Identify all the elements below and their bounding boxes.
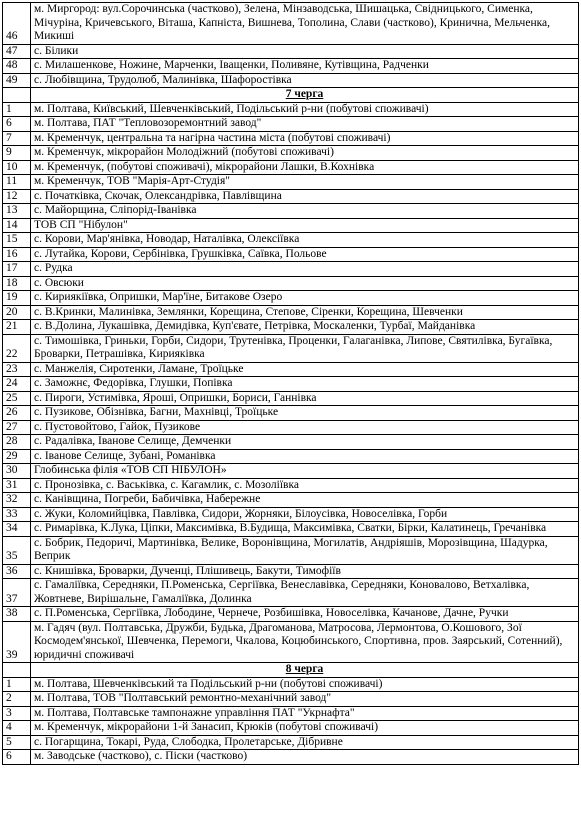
row-number: 6	[3, 750, 31, 765]
row-number: 18	[3, 276, 31, 291]
settlement-list: с. В.Кринки, Малинівка, Землянки, Корещина, Степове, Сіренки, Корещина, Шевченки	[31, 305, 579, 320]
row-number	[3, 663, 31, 678]
settlement-list: ТОВ СП "Нібулон"	[31, 218, 579, 233]
row-number: 39	[3, 621, 31, 663]
settlement-list: с. Любівщина, Трудолюб, Малинівка, Шафоростівка	[31, 73, 579, 88]
row-number: 10	[3, 160, 31, 175]
settlement-list: м. Кременчук, центральна та нагірна частина міста (побутові споживачі)	[31, 131, 579, 146]
table-row	[3, 247, 579, 262]
settlement-list: с. Погарщина, Токарі, Руда, Слободка, Пролетарське, Дібривне	[31, 735, 579, 750]
table-row	[3, 334, 579, 362]
settlement-list: с. Тимошівка, Гриньки, Горби, Сидори, Трутенівка, Проценки, Галаганівка, Липове, Святилівка, Бугаївка, Броварки, Петрашівка, Кирияківка	[31, 334, 579, 362]
row-number: 23	[3, 362, 31, 377]
table-row	[3, 536, 579, 564]
row-number: 27	[3, 420, 31, 435]
settlement-list: Глобинська філія «ТОВ СП НІБУЛОН»	[31, 464, 579, 479]
settlement-list: с. Білики	[31, 44, 579, 59]
row-number: 17	[3, 262, 31, 277]
table-row	[3, 449, 579, 464]
row-number: 31	[3, 478, 31, 493]
table-row	[3, 464, 579, 479]
table-row	[3, 507, 579, 522]
settlement-list: м. Миргород: вул.Сорочинська (частково), Зелена, Мінзаводська, Шишацька, Свідницького, Сименка, Мічуріна, Кричевського, Віташа, Капніста, Вишнева, Тополина, Слави (частково), Кринична, Мельченка, Микиші	[31, 3, 579, 45]
row-number: 13	[3, 204, 31, 219]
schedule-table-body	[3, 3, 579, 765]
settlement-list: м. Полтава, Полтавське тампонажне управління ПАТ "Укрнафта"	[31, 706, 579, 721]
table-row	[3, 692, 579, 707]
queue-header-row	[3, 663, 579, 678]
row-number: 4	[3, 721, 31, 736]
table-row	[3, 59, 579, 74]
settlement-list: с. Початківка, Скочак, Олександрівка, Павлівщина	[31, 189, 579, 204]
table-row	[3, 44, 579, 59]
settlement-list: с. Канівщина, Погреби, Бабичівка, Набережне	[31, 493, 579, 508]
table-row	[3, 579, 579, 607]
row-number: 32	[3, 493, 31, 508]
settlement-list: с. Римарівка, К.Лука, Ціпки, Максимівка, В.Будища, Максимівка, Сватки, Бірки, Калатинець, Гречанівка	[31, 522, 579, 537]
settlement-list: с. Іванове Селище, Зубані, Романівка	[31, 449, 579, 464]
row-number: 25	[3, 391, 31, 406]
table-row	[3, 735, 579, 750]
row-number: 21	[3, 320, 31, 335]
schedule-table	[2, 2, 579, 765]
table-row	[3, 305, 579, 320]
row-number: 24	[3, 377, 31, 392]
table-row	[3, 391, 579, 406]
settlement-list: с. Бобрик, Педоричі, Мартинівка, Велике, Воронівщина, Могилатів, Андріяшів, Морозівщина, Шадурка, Веприк	[31, 536, 579, 564]
row-number: 16	[3, 247, 31, 262]
settlement-list: м. Кременчук, ТОВ "Марія-Арт-Студія"	[31, 175, 579, 190]
table-row	[3, 677, 579, 692]
row-number: 15	[3, 233, 31, 248]
row-number: 35	[3, 536, 31, 564]
table-row	[3, 320, 579, 335]
table-row	[3, 117, 579, 132]
settlement-list: м. Полтава, Шевченківський та Подільський р-ни (побутові споживачі)	[31, 677, 579, 692]
row-number: 1	[3, 677, 31, 692]
settlement-list: с. Жуки, Коломийцівка, Павлівка, Сидори, Жорняки, Білоусівка, Новоселівка, Горби	[31, 507, 579, 522]
settlement-list: с. Манжелія, Сиротенки, Ламане, Троїцьке	[31, 362, 579, 377]
table-row	[3, 204, 579, 219]
settlement-list: с. Пузикове, Обізнівка, Багни, Махнівці, Троїцьке	[31, 406, 579, 421]
settlement-list: м. Полтава, ТОВ "Полтавський ремонтно-механічний завод"	[31, 692, 579, 707]
table-row	[3, 750, 579, 765]
table-row	[3, 493, 579, 508]
settlement-list: с. Лутайка, Корови, Сербінівка, Грушківка, Саївка, Польове	[31, 247, 579, 262]
row-number: 2	[3, 692, 31, 707]
table-row	[3, 218, 579, 233]
settlement-list: м. Кременчук, мікрорайони 1-й Занасип, Крюків (побутові споживачі)	[31, 721, 579, 736]
row-number: 48	[3, 59, 31, 74]
settlement-list: с. Гамаліївка, Середняки, П.Роменська, Сергіївка, Венеславівка, Середняки, Коновалово, Ветхалівка, Жовтневе, Вирішальне, Гамаліївка, Долинка	[31, 579, 579, 607]
table-row	[3, 146, 579, 161]
table-row	[3, 131, 579, 146]
row-number: 9	[3, 146, 31, 161]
table-row	[3, 233, 579, 248]
row-number: 30	[3, 464, 31, 479]
table-row	[3, 607, 579, 622]
row-number: 5	[3, 735, 31, 750]
settlement-list: м. Гадяч (вул. Полтавська, Дружби, Будька, Драгоманова, Матросова, Лермонтова, О.Кошового, Зої Космодем'янської, Шевченка, Перемоги, Чкалова, Коцюбинського, Спортивна, пров. Заярський, Сотенний), юридичні споживачі	[31, 621, 579, 663]
settlement-list: с. Пироги, Устимівка, Яроші, Опришки, Бориси, Ганнівка	[31, 391, 579, 406]
settlement-list: с. Милашенкове, Ножине, Марченки, Іващенки, Поливяне, Кутівщина, Радченки	[31, 59, 579, 74]
row-number: 36	[3, 564, 31, 579]
settlement-list: с. В.Долина, Лукашівка, Демидівка, Куп'євате, Петрівка, Москаленки, Турбаї, Майданівка	[31, 320, 579, 335]
table-row	[3, 478, 579, 493]
table-row	[3, 420, 579, 435]
settlement-list: с. Майорщина, Сліпорід-Іванівка	[31, 204, 579, 219]
settlement-list: с. П.Роменська, Сергіївка, Лободине, Чернече, Розбишівка, Новоселівка, Качанове, Дачне, Ручки	[31, 607, 579, 622]
table-row	[3, 262, 579, 277]
table-row	[3, 291, 579, 306]
table-row	[3, 362, 579, 377]
queue-header-row	[3, 88, 579, 103]
table-row	[3, 721, 579, 736]
table-row	[3, 175, 579, 190]
settlement-list: м. Кременчук, (побутові споживачі), мікрорайони Лашки, В.Кохнівка	[31, 160, 579, 175]
settlement-list: с. Радалівка, Іванове Селище, Демченки	[31, 435, 579, 450]
table-row	[3, 377, 579, 392]
table-row	[3, 3, 579, 45]
settlement-list: м. Полтава, ПАТ "Тепловозоремонтний завод"	[31, 117, 579, 132]
table-row	[3, 189, 579, 204]
table-row	[3, 564, 579, 579]
row-number: 34	[3, 522, 31, 537]
settlement-list: с. Заможнє, Федорівка, Глушки, Попівка	[31, 377, 579, 392]
row-number: 6	[3, 117, 31, 132]
settlement-list: м. Заводське (частково), с. Піски (частково)	[31, 750, 579, 765]
table-row	[3, 435, 579, 450]
row-number: 33	[3, 507, 31, 522]
row-number: 28	[3, 435, 31, 450]
row-number: 49	[3, 73, 31, 88]
table-row	[3, 102, 579, 117]
row-number: 38	[3, 607, 31, 622]
row-number: 20	[3, 305, 31, 320]
table-row	[3, 706, 579, 721]
queue-title: 8 черга	[31, 663, 579, 678]
row-number: 46	[3, 3, 31, 45]
table-row	[3, 160, 579, 175]
row-number: 3	[3, 706, 31, 721]
settlement-list: с. Овсюки	[31, 276, 579, 291]
settlement-list: с. Пустовойтово, Гайок, Пузикове	[31, 420, 579, 435]
row-number: 47	[3, 44, 31, 59]
row-number: 1	[3, 102, 31, 117]
settlement-list: с. Книшівка, Броварки, Дученці, Плішивець, Бакути, Тимофіїв	[31, 564, 579, 579]
queue-title: 7 черга	[31, 88, 579, 103]
table-row	[3, 522, 579, 537]
table-row	[3, 621, 579, 663]
row-number: 14	[3, 218, 31, 233]
table-row	[3, 276, 579, 291]
settlement-list: с. Корови, Мар'янівка, Новодар, Наталівка, Олексіївка	[31, 233, 579, 248]
settlement-list: с. Пронозівка, с. Васьківка, с. Кагамлик, с. Мозоліївка	[31, 478, 579, 493]
row-number: 26	[3, 406, 31, 421]
settlement-list: с. Кириякіївка, Опришки, Мар'їне, Битакове Озеро	[31, 291, 579, 306]
row-number: 29	[3, 449, 31, 464]
row-number: 37	[3, 579, 31, 607]
row-number: 7	[3, 131, 31, 146]
settlement-list: м. Полтава, Київський, Шевченківський, Подільський р-ни (побутові споживачі)	[31, 102, 579, 117]
table-row	[3, 406, 579, 421]
row-number	[3, 88, 31, 103]
row-number: 22	[3, 334, 31, 362]
row-number: 19	[3, 291, 31, 306]
row-number: 12	[3, 189, 31, 204]
table-row	[3, 73, 579, 88]
settlement-list: с. Рудка	[31, 262, 579, 277]
settlement-list: м. Кременчук, мікрорайон Молодіжний (побутові споживачі)	[31, 146, 579, 161]
row-number: 11	[3, 175, 31, 190]
